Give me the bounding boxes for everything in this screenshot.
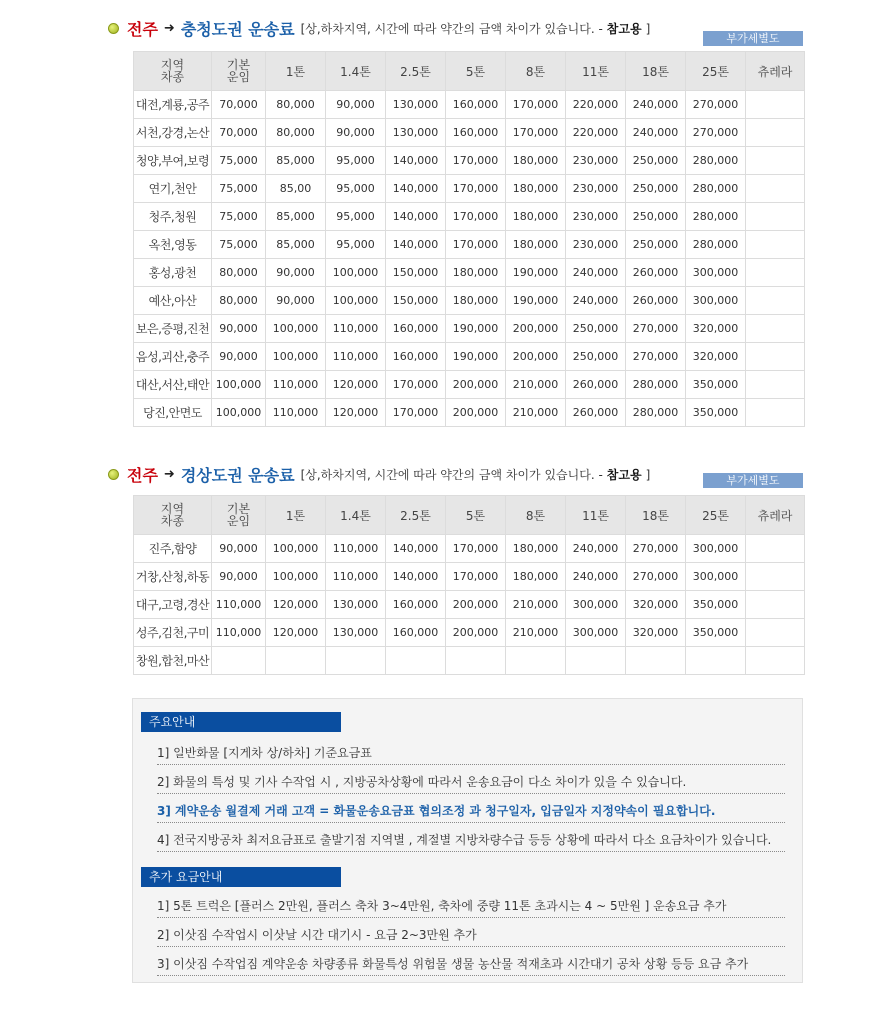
price-cell: 300,000 bbox=[686, 563, 746, 591]
col-header: 츄레라 bbox=[746, 496, 805, 535]
table-header-row bbox=[134, 496, 805, 535]
price-cell bbox=[746, 591, 805, 619]
price-cell: 180,000 bbox=[506, 231, 566, 259]
table-row bbox=[134, 147, 805, 175]
origin-label: 전주 bbox=[127, 466, 158, 485]
price-cell: 170,000 bbox=[506, 91, 566, 119]
rate-table-gyeongsang bbox=[133, 495, 805, 675]
notice-box bbox=[132, 698, 803, 983]
region-vehicle-header: 지역 차종 bbox=[134, 496, 212, 535]
price-cell: 110,000 bbox=[266, 399, 326, 427]
price-cell: 240,000 bbox=[626, 119, 686, 147]
price-cell: 140,000 bbox=[386, 203, 446, 231]
price-cell: 80,000 bbox=[266, 119, 326, 147]
price-cell: 85,000 bbox=[266, 203, 326, 231]
price-cell: 95,000 bbox=[326, 175, 386, 203]
region-cell: 거창,산청,하동 bbox=[134, 563, 212, 591]
price-cell: 200,000 bbox=[506, 343, 566, 371]
destination-label: 충청도권 운송료 bbox=[180, 20, 295, 39]
price-cell: 190,000 bbox=[446, 343, 506, 371]
price-cell: 180,000 bbox=[506, 535, 566, 563]
col-header: 5톤 bbox=[446, 496, 506, 535]
destination-label: 경상도권 운송료 bbox=[180, 466, 295, 485]
base-fare-cell: 75,000 bbox=[212, 231, 266, 259]
price-cell: 250,000 bbox=[626, 203, 686, 231]
col-header: 25톤 bbox=[686, 496, 746, 535]
price-cell: 110,000 bbox=[326, 343, 386, 371]
price-cell: 270,000 bbox=[686, 119, 746, 147]
base-fare-cell: 80,000 bbox=[212, 287, 266, 315]
price-cell: 120,000 bbox=[326, 371, 386, 399]
table-row bbox=[134, 91, 805, 119]
price-cell bbox=[746, 343, 805, 371]
price-cell: 100,000 bbox=[266, 315, 326, 343]
price-cell: 190,000 bbox=[446, 315, 506, 343]
price-cell: 130,000 bbox=[326, 591, 386, 619]
col-header: 11톤 bbox=[566, 496, 626, 535]
price-cell: 180,000 bbox=[506, 147, 566, 175]
price-cell bbox=[746, 399, 805, 427]
price-cell bbox=[506, 647, 566, 675]
price-cell: 200,000 bbox=[446, 371, 506, 399]
price-cell bbox=[746, 147, 805, 175]
arrow-icon: ➜ bbox=[163, 21, 175, 36]
base-fare-cell: 75,000 bbox=[212, 147, 266, 175]
notice-item: 2] 화물의 특성 및 기사 수작업 시 , 지방공차상황에 따라서 운송요금이 다소 차이가 있을 수 있습니다. bbox=[157, 771, 785, 794]
price-cell: 170,000 bbox=[446, 147, 506, 175]
price-cell: 350,000 bbox=[686, 619, 746, 647]
table-row bbox=[134, 399, 805, 427]
table-row bbox=[134, 343, 805, 371]
price-cell: 95,000 bbox=[326, 203, 386, 231]
col-header: 18톤 bbox=[626, 496, 686, 535]
price-cell: 280,000 bbox=[626, 371, 686, 399]
region-cell: 청주,청원 bbox=[134, 203, 212, 231]
price-cell: 110,000 bbox=[326, 315, 386, 343]
price-cell: 160,000 bbox=[386, 619, 446, 647]
col-header: 11톤 bbox=[566, 52, 626, 91]
price-cell: 180,000 bbox=[506, 175, 566, 203]
price-cell: 120,000 bbox=[326, 399, 386, 427]
price-cell: 80,000 bbox=[266, 91, 326, 119]
price-cell: 260,000 bbox=[626, 259, 686, 287]
price-cell: 250,000 bbox=[566, 343, 626, 371]
price-cell: 300,000 bbox=[566, 619, 626, 647]
price-cell: 320,000 bbox=[626, 619, 686, 647]
bullet-icon bbox=[108, 23, 119, 34]
table-row bbox=[134, 563, 805, 591]
region-cell: 예산,아산 bbox=[134, 287, 212, 315]
price-cell: 130,000 bbox=[386, 91, 446, 119]
table-row bbox=[134, 371, 805, 399]
price-cell: 160,000 bbox=[386, 591, 446, 619]
price-cell: 150,000 bbox=[386, 259, 446, 287]
base-fare-cell: 70,000 bbox=[212, 119, 266, 147]
base-fare-header: 기본 운임 bbox=[212, 496, 266, 535]
col-header: 8톤 bbox=[506, 496, 566, 535]
region-cell: 음성,괴산,충주 bbox=[134, 343, 212, 371]
price-cell: 170,000 bbox=[446, 203, 506, 231]
price-cell: 250,000 bbox=[566, 315, 626, 343]
price-cell: 140,000 bbox=[386, 175, 446, 203]
col-header: 츄레라 bbox=[746, 52, 805, 91]
price-cell bbox=[746, 371, 805, 399]
price-cell: 120,000 bbox=[266, 591, 326, 619]
price-cell: 100,000 bbox=[266, 563, 326, 591]
price-cell: 130,000 bbox=[326, 619, 386, 647]
reference-label: 참고용 bbox=[606, 468, 642, 482]
price-cell: 260,000 bbox=[566, 399, 626, 427]
notice-item: 4] 전국지방공차 최저요금표로 출발기점 지역별 , 계절별 지방차량수급 등등 상황에 따라서 다소 요금차이가 있습니다. bbox=[157, 829, 785, 852]
price-cell: 90,000 bbox=[326, 119, 386, 147]
price-cell: 100,000 bbox=[266, 343, 326, 371]
price-cell: 200,000 bbox=[446, 399, 506, 427]
price-cell: 240,000 bbox=[566, 287, 626, 315]
base-fare-cell: 75,000 bbox=[212, 203, 266, 231]
price-cell: 190,000 bbox=[506, 259, 566, 287]
base-fare-cell: 90,000 bbox=[212, 535, 266, 563]
price-note: [상,하차지역, 시간에 따라 약간의 금액 차이가 있습니다. - bbox=[300, 468, 603, 482]
price-cell: 85,00 bbox=[266, 175, 326, 203]
price-cell: 160,000 bbox=[386, 343, 446, 371]
price-cell: 200,000 bbox=[446, 591, 506, 619]
price-cell: 230,000 bbox=[566, 175, 626, 203]
price-cell: 140,000 bbox=[386, 147, 446, 175]
base-fare-cell: 80,000 bbox=[212, 259, 266, 287]
base-fare-cell: 110,000 bbox=[212, 619, 266, 647]
price-cell bbox=[446, 647, 506, 675]
price-cell: 90,000 bbox=[326, 91, 386, 119]
price-cell: 300,000 bbox=[686, 259, 746, 287]
price-cell: 150,000 bbox=[386, 287, 446, 315]
price-cell: 300,000 bbox=[566, 591, 626, 619]
vat-excluded-badge: 부가세별도 bbox=[703, 31, 803, 46]
region-cell: 성주,김천,구미 bbox=[134, 619, 212, 647]
price-cell: 160,000 bbox=[386, 315, 446, 343]
price-cell: 100,000 bbox=[326, 259, 386, 287]
price-cell: 350,000 bbox=[686, 399, 746, 427]
price-cell: 85,000 bbox=[266, 231, 326, 259]
arrow-icon: ➜ bbox=[163, 467, 175, 482]
table-row bbox=[134, 175, 805, 203]
region-cell: 대구,고령,경산 bbox=[134, 591, 212, 619]
price-cell: 180,000 bbox=[506, 203, 566, 231]
price-cell bbox=[746, 315, 805, 343]
price-cell: 210,000 bbox=[506, 591, 566, 619]
price-cell: 240,000 bbox=[566, 259, 626, 287]
price-cell: 160,000 bbox=[446, 119, 506, 147]
bracket-close: ] bbox=[645, 467, 651, 482]
price-cell: 100,000 bbox=[326, 287, 386, 315]
table-row bbox=[134, 315, 805, 343]
extra-fee-header: 추가 요금안내 bbox=[141, 867, 341, 887]
price-cell: 170,000 bbox=[506, 119, 566, 147]
col-header: 2.5톤 bbox=[386, 496, 446, 535]
price-cell: 130,000 bbox=[386, 119, 446, 147]
col-header: 1톤 bbox=[266, 496, 326, 535]
col-header: 1톤 bbox=[266, 52, 326, 91]
region-vehicle-header: 지역 차종 bbox=[134, 52, 212, 91]
base-fare-cell: 90,000 bbox=[212, 315, 266, 343]
region-cell: 연기,천안 bbox=[134, 175, 212, 203]
price-note: [상,하차지역, 시간에 따라 약간의 금액 차이가 있습니다. - bbox=[300, 22, 603, 36]
extra-fee-item: 2] 이삿짐 수작업시 이삿날 시간 대기시 - 요금 2~3만원 추가 bbox=[157, 924, 785, 947]
region-cell: 창원,합천,마산 bbox=[134, 647, 212, 675]
price-cell: 320,000 bbox=[686, 343, 746, 371]
bullet-icon bbox=[108, 469, 119, 480]
origin-label: 전주 bbox=[127, 20, 158, 39]
price-cell: 280,000 bbox=[686, 231, 746, 259]
extra-fee-item: 3] 이삿짐 수작업짐 계약운송 차량종류 화물특성 위험물 생물 농산물 적재초과 시간대기 공차 상황 등등 요금 추가 bbox=[157, 953, 785, 976]
region-cell: 홍성,광천 bbox=[134, 259, 212, 287]
price-cell: 170,000 bbox=[446, 535, 506, 563]
price-cell: 170,000 bbox=[386, 399, 446, 427]
base-fare-cell: 100,000 bbox=[212, 399, 266, 427]
price-cell: 250,000 bbox=[626, 231, 686, 259]
base-fare-cell: 100,000 bbox=[212, 371, 266, 399]
price-cell bbox=[746, 535, 805, 563]
table-row bbox=[134, 647, 805, 675]
price-cell: 210,000 bbox=[506, 371, 566, 399]
col-header: 18톤 bbox=[626, 52, 686, 91]
vat-excluded-badge: 부가세별도 bbox=[703, 473, 803, 488]
price-cell: 200,000 bbox=[506, 315, 566, 343]
price-cell: 260,000 bbox=[566, 371, 626, 399]
price-cell: 110,000 bbox=[266, 371, 326, 399]
price-cell: 100,000 bbox=[266, 535, 326, 563]
price-cell: 300,000 bbox=[686, 287, 746, 315]
price-cell: 250,000 bbox=[626, 175, 686, 203]
price-cell: 110,000 bbox=[326, 563, 386, 591]
price-cell: 170,000 bbox=[446, 563, 506, 591]
price-cell bbox=[386, 647, 446, 675]
table-row bbox=[134, 535, 805, 563]
region-cell: 진주,함양 bbox=[134, 535, 212, 563]
price-cell: 90,000 bbox=[266, 259, 326, 287]
price-cell: 90,000 bbox=[266, 287, 326, 315]
col-header: 8톤 bbox=[506, 52, 566, 91]
price-cell bbox=[746, 563, 805, 591]
bracket-close: ] bbox=[645, 21, 651, 36]
price-cell: 270,000 bbox=[686, 91, 746, 119]
price-cell bbox=[326, 647, 386, 675]
notice-item: 1] 일반화물 [지게차 상/하차] 기준요금표 bbox=[157, 742, 785, 765]
price-cell: 200,000 bbox=[446, 619, 506, 647]
col-header: 1.4톤 bbox=[326, 52, 386, 91]
price-cell bbox=[746, 203, 805, 231]
price-cell: 350,000 bbox=[686, 371, 746, 399]
table-row bbox=[134, 119, 805, 147]
price-cell: 210,000 bbox=[506, 399, 566, 427]
notice-item-emphasis: 3] 계약운송 월결제 거래 고객 = 화물운송요금표 협의조정 과 청구일자, 입금일자 지정약속이 필요합니다. bbox=[157, 800, 785, 823]
price-cell: 240,000 bbox=[626, 91, 686, 119]
table-row bbox=[134, 619, 805, 647]
price-cell: 170,000 bbox=[446, 175, 506, 203]
region-cell: 당진,안면도 bbox=[134, 399, 212, 427]
col-header: 2.5톤 bbox=[386, 52, 446, 91]
price-cell: 280,000 bbox=[626, 399, 686, 427]
base-fare-cell: 75,000 bbox=[212, 175, 266, 203]
col-header: 1.4톤 bbox=[326, 496, 386, 535]
price-cell: 220,000 bbox=[566, 119, 626, 147]
rate-table-chungcheong bbox=[133, 51, 805, 427]
table-row bbox=[134, 287, 805, 315]
price-cell bbox=[746, 619, 805, 647]
price-cell bbox=[746, 119, 805, 147]
extra-fee-item: 1] 5톤 트럭은 [플러스 2만원, 플러스 축차 3~4만원, 축차에 중량 11톤 초과시는 4 ~ 5만원 ] 운송요금 추가 bbox=[157, 895, 785, 918]
price-cell: 270,000 bbox=[626, 315, 686, 343]
price-cell: 170,000 bbox=[386, 371, 446, 399]
region-cell: 대산,서산,태안 bbox=[134, 371, 212, 399]
table-row bbox=[134, 259, 805, 287]
price-cell: 280,000 bbox=[686, 175, 746, 203]
price-cell bbox=[686, 647, 746, 675]
price-cell bbox=[746, 647, 805, 675]
price-cell: 230,000 bbox=[566, 231, 626, 259]
table-header-row bbox=[134, 52, 805, 91]
price-cell: 270,000 bbox=[626, 535, 686, 563]
section-title-chungcheong bbox=[108, 17, 650, 40]
base-fare-cell: 110,000 bbox=[212, 591, 266, 619]
price-cell: 180,000 bbox=[506, 563, 566, 591]
base-fare-cell bbox=[212, 647, 266, 675]
price-cell: 320,000 bbox=[686, 315, 746, 343]
price-cell: 110,000 bbox=[326, 535, 386, 563]
price-cell: 190,000 bbox=[506, 287, 566, 315]
price-cell: 350,000 bbox=[686, 591, 746, 619]
price-cell: 210,000 bbox=[506, 619, 566, 647]
price-cell: 95,000 bbox=[326, 231, 386, 259]
price-cell: 120,000 bbox=[266, 619, 326, 647]
region-cell: 옥천,영동 bbox=[134, 231, 212, 259]
price-cell: 220,000 bbox=[566, 91, 626, 119]
main-notice-header: 주요안내 bbox=[141, 712, 341, 732]
price-cell: 280,000 bbox=[686, 203, 746, 231]
price-cell: 270,000 bbox=[626, 343, 686, 371]
region-cell: 서천,강경,논산 bbox=[134, 119, 212, 147]
region-cell: 보은,증평,진천 bbox=[134, 315, 212, 343]
price-cell: 280,000 bbox=[686, 147, 746, 175]
price-cell bbox=[746, 287, 805, 315]
price-cell: 180,000 bbox=[446, 259, 506, 287]
price-cell: 270,000 bbox=[626, 563, 686, 591]
price-cell: 240,000 bbox=[566, 563, 626, 591]
region-cell: 대전,계룡,공주 bbox=[134, 91, 212, 119]
table-row bbox=[134, 591, 805, 619]
price-cell: 180,000 bbox=[446, 287, 506, 315]
price-cell: 140,000 bbox=[386, 563, 446, 591]
price-cell: 230,000 bbox=[566, 147, 626, 175]
price-cell: 160,000 bbox=[446, 91, 506, 119]
price-cell: 260,000 bbox=[626, 287, 686, 315]
price-cell: 170,000 bbox=[446, 231, 506, 259]
price-cell bbox=[566, 647, 626, 675]
price-cell: 85,000 bbox=[266, 147, 326, 175]
col-header: 25톤 bbox=[686, 52, 746, 91]
price-cell: 320,000 bbox=[626, 591, 686, 619]
price-cell bbox=[626, 647, 686, 675]
price-cell bbox=[746, 175, 805, 203]
price-cell: 140,000 bbox=[386, 535, 446, 563]
price-cell bbox=[266, 647, 326, 675]
price-cell: 250,000 bbox=[626, 147, 686, 175]
price-cell: 95,000 bbox=[326, 147, 386, 175]
base-fare-header: 기본 운임 bbox=[212, 52, 266, 91]
base-fare-cell: 70,000 bbox=[212, 91, 266, 119]
price-cell: 230,000 bbox=[566, 203, 626, 231]
price-cell bbox=[746, 259, 805, 287]
reference-label: 참고용 bbox=[606, 22, 642, 36]
price-cell bbox=[746, 91, 805, 119]
price-cell: 240,000 bbox=[566, 535, 626, 563]
price-cell: 140,000 bbox=[386, 231, 446, 259]
table-row bbox=[134, 203, 805, 231]
section-title-gyeongsang bbox=[108, 463, 650, 486]
base-fare-cell: 90,000 bbox=[212, 563, 266, 591]
price-cell bbox=[746, 231, 805, 259]
table-row bbox=[134, 231, 805, 259]
region-cell: 청양,부여,보령 bbox=[134, 147, 212, 175]
col-header: 5톤 bbox=[446, 52, 506, 91]
price-cell: 300,000 bbox=[686, 535, 746, 563]
base-fare-cell: 90,000 bbox=[212, 343, 266, 371]
